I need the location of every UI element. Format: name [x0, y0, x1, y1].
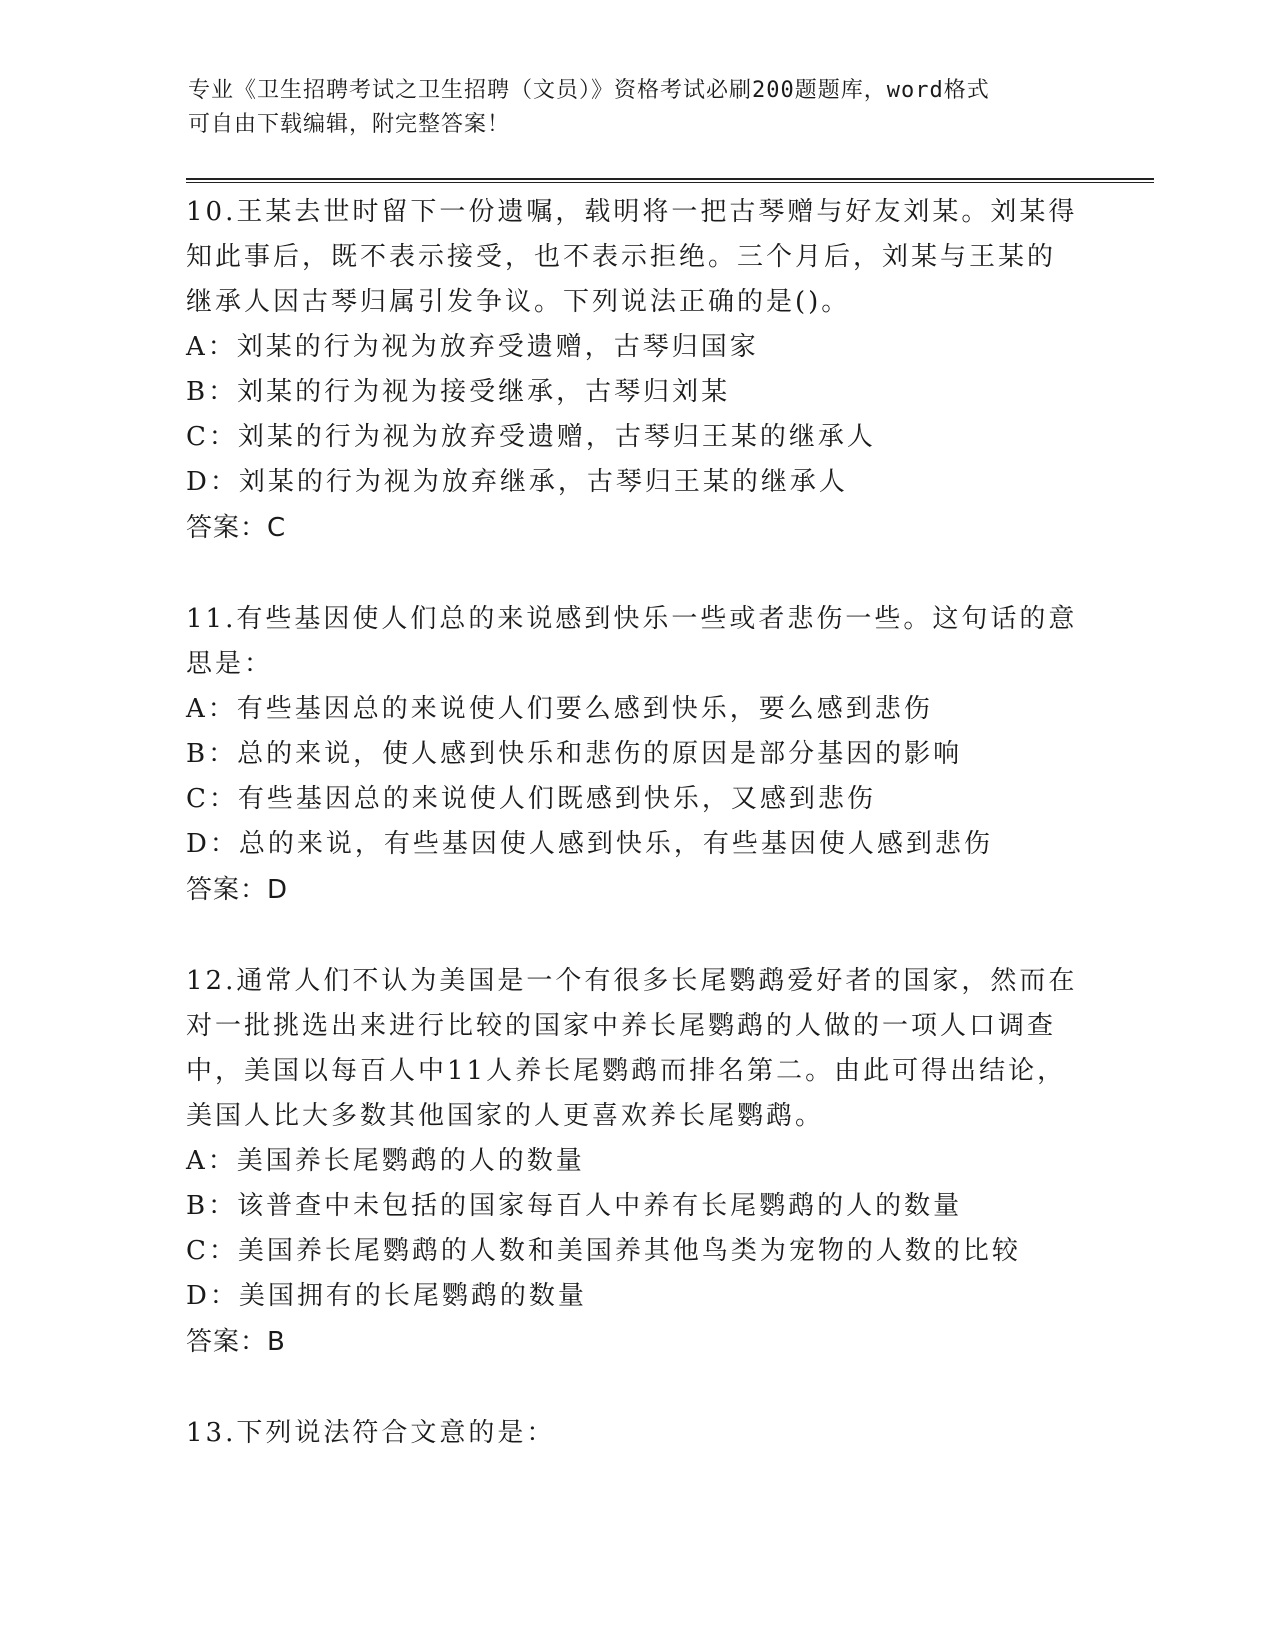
question-stem — [186, 959, 1106, 1139]
stem-line: 美国人比大多数其他国家的人更喜欢养长尾鹦鹉。 — [186, 1101, 825, 1131]
stem-line: 12.通常人们不认为美国是一个有很多长尾鹦鹉爱好者的国家，然而在 — [186, 966, 1078, 996]
stem-line: 思是： — [186, 649, 274, 679]
question-13 — [186, 1411, 1106, 1456]
document-header — [188, 74, 1088, 142]
stem-line: 知此事后，既不表示接受，也不表示拒绝。三个月后，刘某与王某的 — [186, 242, 1057, 272]
question-list — [186, 190, 1106, 1502]
option-a: A：有些基因总的来说使人们要么感到快乐，要么感到悲伤 — [186, 694, 933, 724]
option-d: D：刘某的行为视为放弃继承，古琴归王某的继承人 — [186, 467, 848, 497]
question-11 — [186, 597, 1106, 913]
option-d: D：美国拥有的长尾鹦鹉的数量 — [186, 1281, 587, 1311]
stem-line: 10.王某去世时留下一份遗嘱，载明将一把古琴赠与好友刘某。刘某得 — [186, 197, 1078, 227]
option-b: B：总的来说，使人感到快乐和悲伤的原因是部分基因的影响 — [186, 739, 963, 769]
stem-line: 继承人因古琴归属引发争议。下列说法正确的是()。 — [186, 287, 851, 317]
answer-line: 答案：C — [186, 513, 287, 543]
question-12 — [186, 959, 1106, 1365]
answer-line: 答案：B — [186, 1327, 286, 1357]
question-stem — [186, 190, 1106, 325]
question-10 — [186, 190, 1106, 551]
question-stem — [186, 597, 1106, 687]
stem-line: 中，美国以每百人中11人养长尾鹦鹉而排名第二。由此可得出结论， — [186, 1056, 1067, 1086]
option-a: A：刘某的行为视为放弃受遗赠，古琴归国家 — [186, 332, 759, 362]
header-line: 可自由下载编辑，附完整答案！ — [188, 112, 511, 137]
question-stem — [186, 1411, 1106, 1456]
option-b: B：刘某的行为视为接受继承，古琴归刘某 — [186, 377, 731, 407]
answer-line: 答案：D — [186, 875, 289, 905]
option-a: A：美国养长尾鹦鹉的人的数量 — [186, 1146, 585, 1176]
stem-line: 11.有些基因使人们总的来说感到快乐一些或者悲伤一些。这句话的意 — [186, 604, 1078, 634]
option-c: C：有些基因总的来说使人们既感到快乐，又感到悲伤 — [186, 784, 876, 814]
option-d: D：总的来说，有些基因使人感到快乐，有些基因使人感到悲伤 — [186, 829, 993, 859]
option-c: C：美国养长尾鹦鹉的人数和美国养其他鸟类为宠物的人数的比较 — [186, 1236, 1021, 1266]
header-line: 专业《卫生招聘考试之卫生招聘（文员）》资格考试必刷200题题库，word格式 — [188, 78, 990, 103]
stem-line: 对一批挑选出来进行比较的国家中养长尾鹦鹉的人做的一项人口调查 — [186, 1011, 1057, 1041]
header-divider — [186, 178, 1154, 183]
option-c: C：刘某的行为视为放弃受遗赠，古琴归王某的继承人 — [186, 422, 876, 452]
option-b: B：该普查中未包括的国家每百人中养有长尾鹦鹉的人的数量 — [186, 1191, 963, 1221]
stem-line: 13.下列说法符合文意的是： — [186, 1418, 556, 1448]
